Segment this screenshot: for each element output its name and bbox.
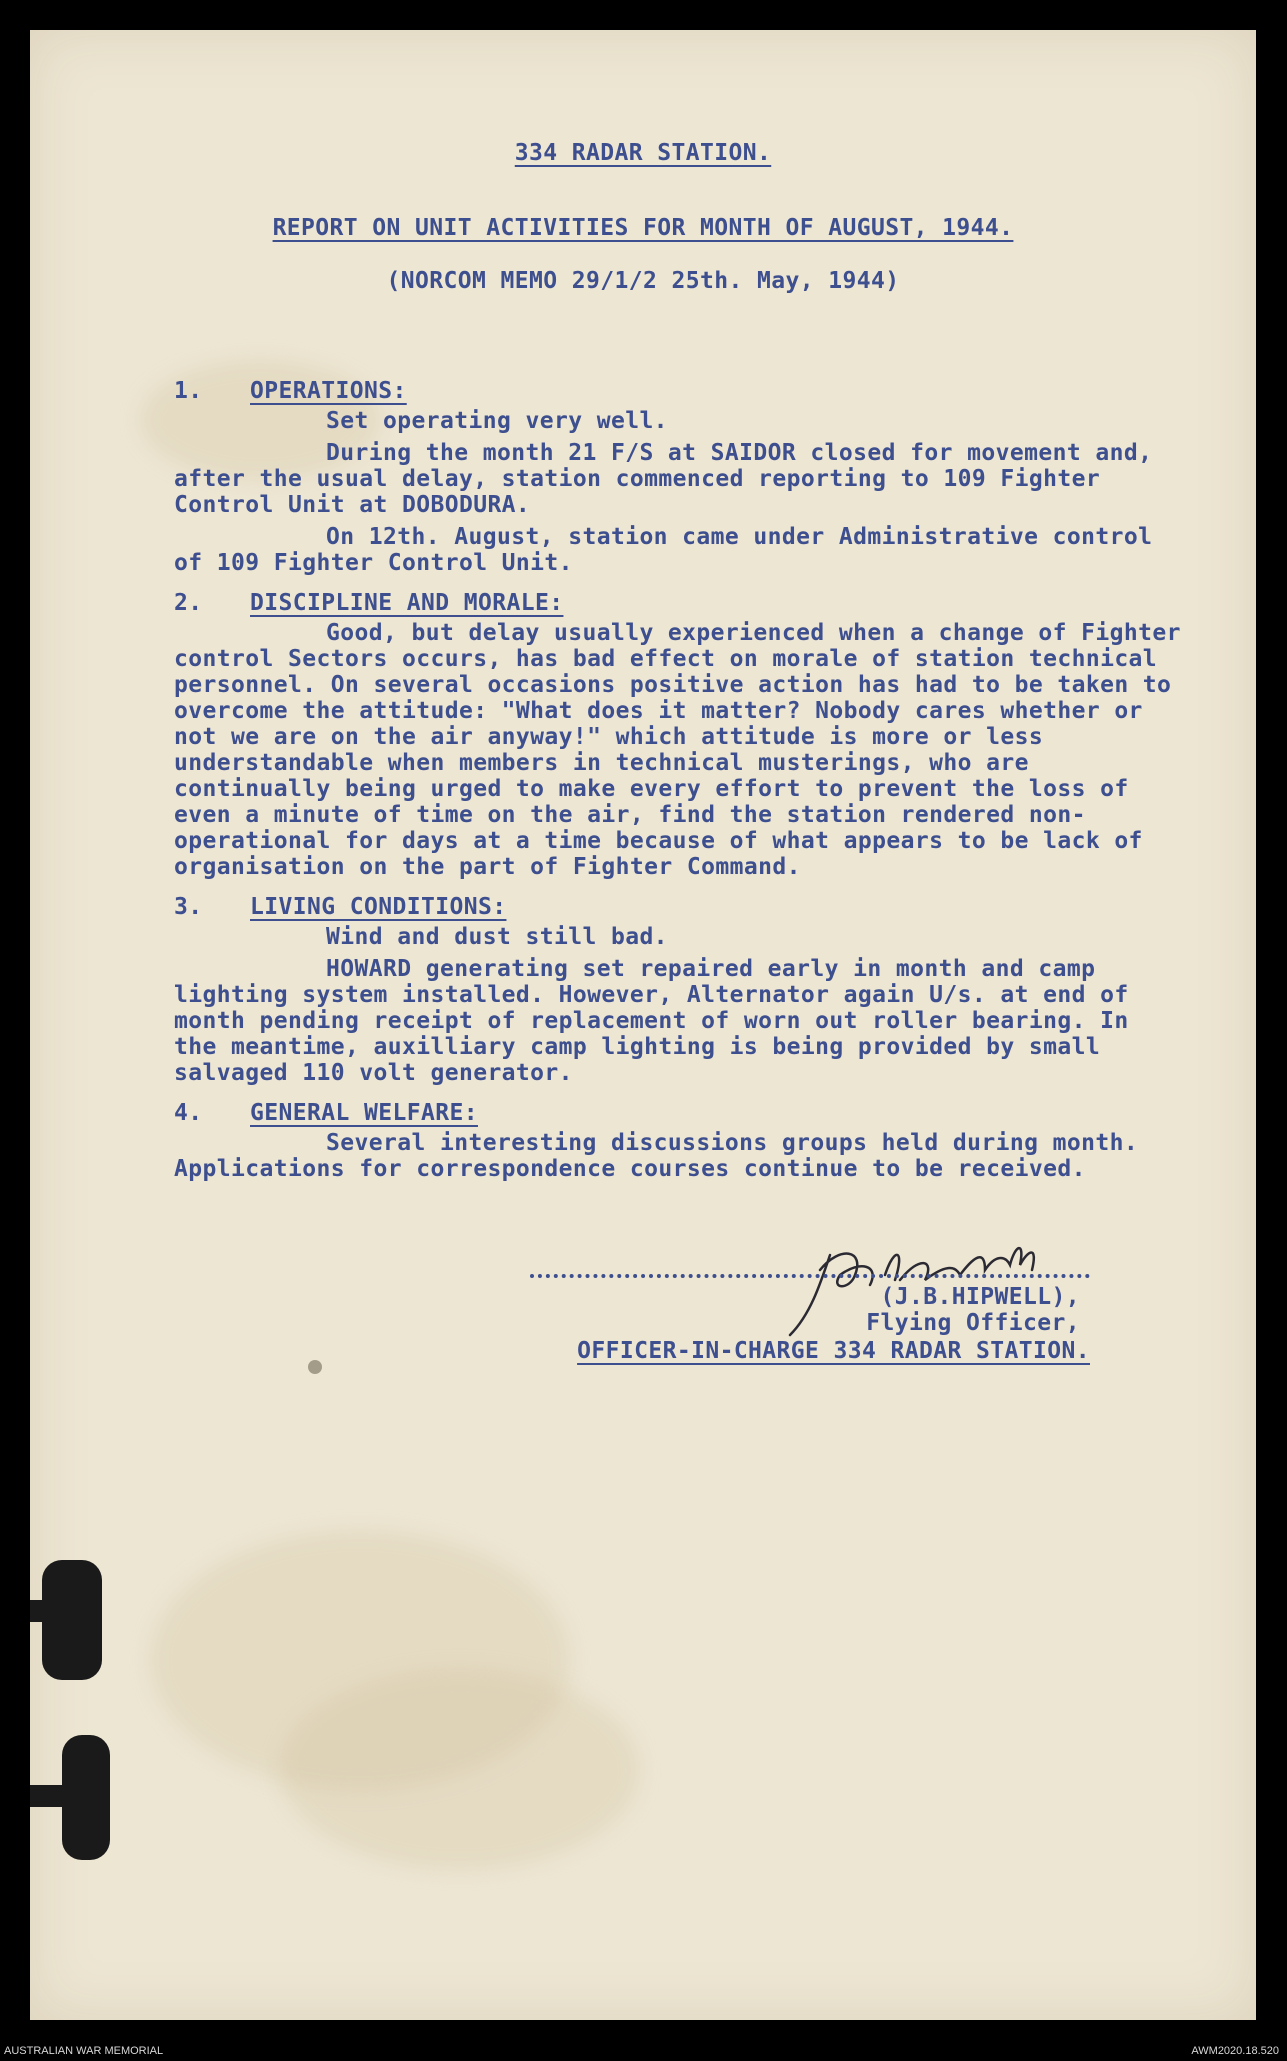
section-heading [174, 582, 1184, 616]
footer-source: AUSTRALIAN WAR MEMORIAL [4, 2045, 164, 2057]
section-title: GENERAL WELFARE: [250, 1100, 478, 1126]
section-number: 3. [174, 894, 203, 920]
signatory-rank: Flying Officer, [866, 1310, 1080, 1336]
paragraph: Good, but delay usually experienced when a change of Fighter control Sectors occurs, has bad effect on morale of station technical personnel. On several occasions positive action has had to be taken to overcome the attitude: "What does it matter? Nobody cares whether or not we are on the air anyway!" which attitude is more or less understandable when members in technical musterings, who are continually being urged to make every effort to prevent the loss of even a minute of time on the air, find the station rendered non-operational for days at a time because of what appears to be lack of organisation on the part of Fighter Command. [174, 620, 1181, 880]
report-body [174, 370, 1184, 1188]
paragraph: Wind and dust still bad. [326, 924, 668, 950]
section-title: OPERATIONS: [250, 378, 407, 404]
punch-hole [308, 1360, 322, 1374]
paper-stain [280, 1670, 640, 1870]
section-number: 1. [174, 378, 203, 404]
section-heading [174, 886, 1184, 920]
section-operations [174, 370, 1184, 576]
paragraph: On 12th. August, station came under Administrative control of 109 Fighter Control Unit. [174, 524, 1153, 576]
paragraph: Set operating very well. [326, 408, 668, 434]
section-heading [174, 1092, 1184, 1126]
signatory-office: OFFICER-IN-CHARGE 334 RADAR STATION. [577, 1338, 1090, 1364]
document-subtitle: REPORT ON UNIT ACTIVITIES FOR MONTH OF AUGUST, 1944. [272, 215, 1014, 241]
section-title: DISCIPLINE AND MORALE: [250, 590, 564, 616]
section-number: 4. [174, 1100, 203, 1126]
section-number: 2. [174, 590, 203, 616]
section-discipline [174, 582, 1184, 880]
paragraph: During the month 21 F/S at SAIDOR closed for movement and, after the usual delay, station commenced reporting to 109 Fighter Control Unit at DOBODURA. [174, 440, 1153, 518]
section-heading [174, 370, 1184, 404]
signatory-name: (J.B.HIPWELL), [880, 1284, 1080, 1310]
footer-catalog-id: AWM2020.18.520 [1191, 2045, 1279, 2057]
binder-clip [30, 1600, 70, 1622]
paragraph: HOWARD generating set repaired early in month and camp lighting system installed. However, Alternator again U/s. at end of month pending receipt of replacement of worn out roller bearing. In the meantime, auxilliary camp lighting is being provided by small salvaged 110 volt generator. [174, 956, 1129, 1086]
section-general-welfare [174, 1092, 1184, 1182]
signature-dotted-line [530, 1270, 1090, 1278]
section-title: LIVING CONDITIONS: [250, 894, 507, 920]
document-title: 334 RADAR STATION. [514, 140, 772, 166]
memo-reference: (NORCOM MEMO 29/1/2 25th. May, 1944) [386, 268, 900, 294]
section-living-conditions [174, 886, 1184, 1086]
binder-clip [30, 1785, 80, 1807]
paragraph: Several interesting discussions groups held during month. Applications for correspondence courses continue to be received. [174, 1130, 1139, 1182]
